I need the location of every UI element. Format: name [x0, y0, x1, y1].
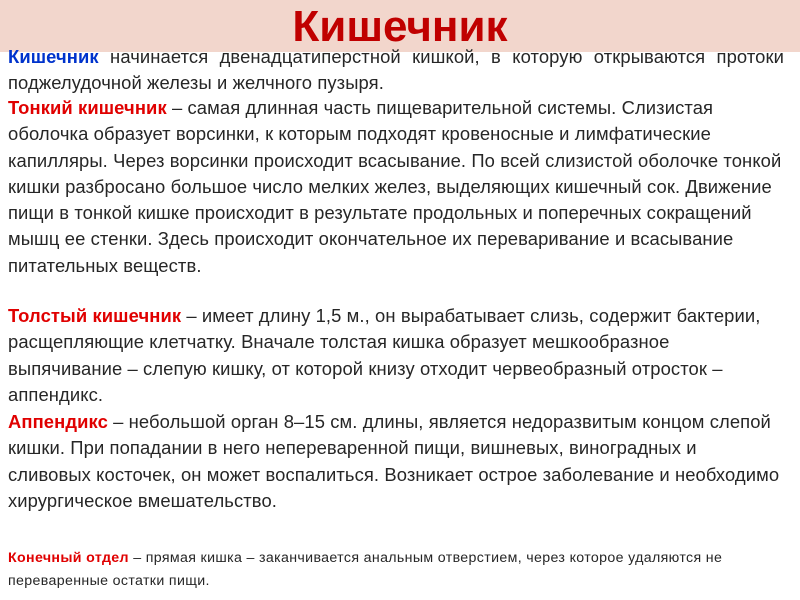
term-final-section: Конечный отдел — [8, 550, 129, 566]
text-appendix: – небольшой орган 8–15 см. длины, является недоразвитым концом слепой кишки. При попадании в него непереваренной пищи, вишневых, виноградных и сливовых косточек, он может воспалиться. Возникает острое заболевание и необходимо хирургическое вмешательство. — [8, 411, 780, 511]
text-large-intestine: – имеет длину 1,5 м., он вырабатывает слизь, содержит бактерии, расщепляющие клетчатку. Вначале толстая кишка образует мешкообразное выпячивание – слепую кишку, от которой книзу отходит червеобразный отросток – аппендикс. — [8, 305, 761, 405]
paragraph-intestine — [8, 44, 784, 97]
term-small-intestine: Тонкий кишечник — [8, 97, 167, 118]
paragraph-large-intestine — [8, 303, 784, 408]
text-small-intestine: – самая длинная часть пищеварительной системы. Слизистая оболочка образует ворсинки, к которым подходят кровеносные и лимфатические капилляры. Через ворсинки происходит всасывание. По всей слизистой оболочке тонкой кишки разбросано большое число мелких желез, выделяющих кишечный сок. Движение пищи в тонкой кишке происходит в результате продольных и поперечных сокращений мышц ее стенки. Здесь происходит окончательное их переваривание и всасывание питательных веществ. — [8, 97, 782, 276]
term-intestine: Кишечник — [8, 46, 99, 67]
paragraph-appendix — [8, 409, 784, 514]
slide-title: Кишечник — [292, 2, 508, 51]
paragraph-final-section — [8, 547, 784, 593]
text-intestine: начинается двенадцатиперстной кишкой, в которую открываются протоки поджелудочной железы и желчного пузыря. — [8, 46, 784, 94]
paragraph-small-intestine — [8, 95, 784, 279]
text-final-section: – прямая кишка – заканчивается анальным отверстием, через которое удаляются не переваренные остатки пищи. — [8, 550, 723, 589]
term-large-intestine: Толстый кишечник — [8, 305, 182, 326]
term-appendix: Аппендикс — [8, 411, 108, 432]
